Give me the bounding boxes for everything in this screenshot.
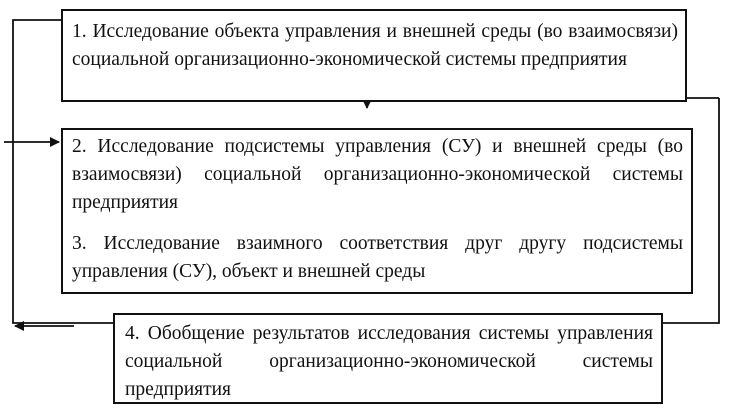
step-2-3-box (61, 128, 693, 294)
step-4-text: 4. Обобщение результатов исследования системы управления социальной организационно-экономической системы предприятия (125, 323, 653, 400)
step-1-box (61, 9, 687, 102)
step-2-text: 2. Исследование подсистемы управления (СУ) и внешней среды (во взаимосвязи) социальной организационно-экономической системы предприятия (72, 136, 683, 213)
step-4-box (113, 313, 663, 404)
step-1-text: 1. Исследование объекта управления и внешней среды (во взаимосвязи) социальной организационно-экономической системы предприятия (72, 21, 678, 70)
step-3-text: 3. Исследование взаимного соответствия друг другу подсистемы управления (СУ), объект и внешней среды (72, 233, 683, 282)
